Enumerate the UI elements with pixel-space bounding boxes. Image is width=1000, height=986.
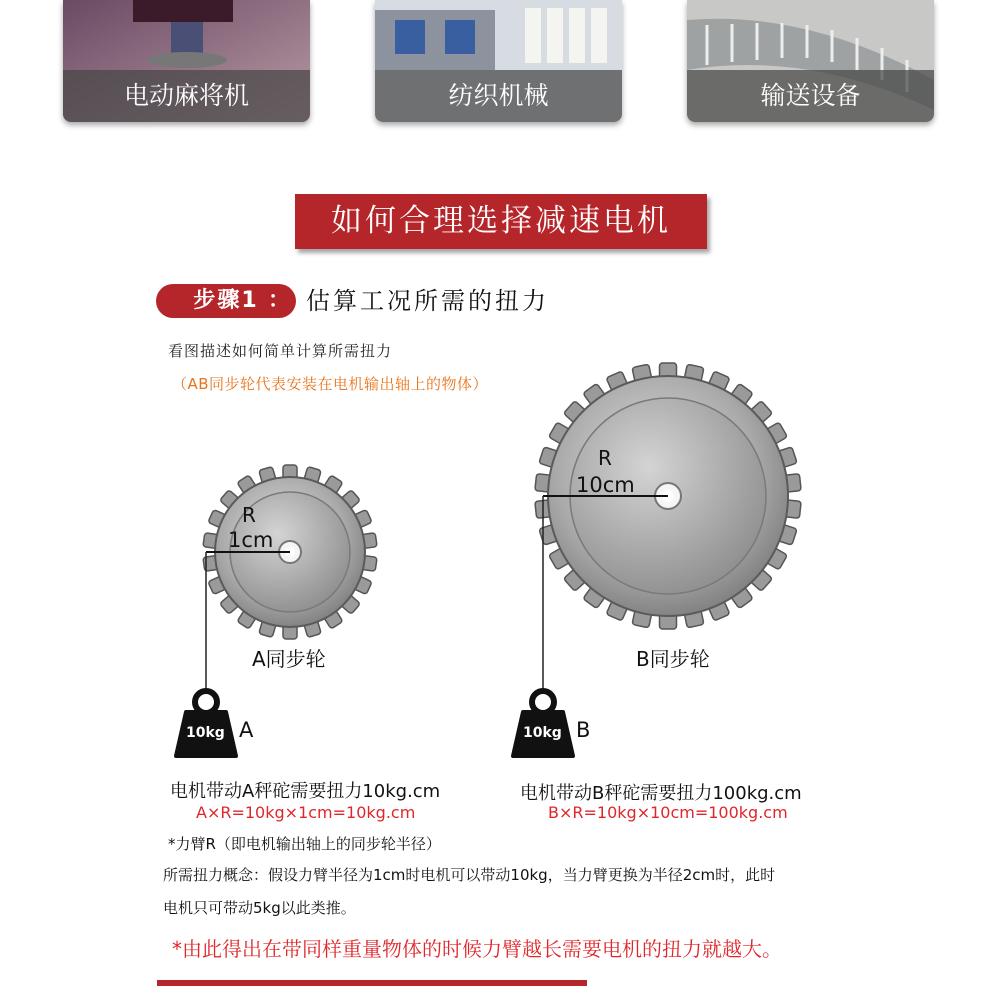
arm-note: *力臂R（即电机输出轴上的同步轮半径） <box>168 835 441 853</box>
conclusion-text: *由此得出在带同样重量物体的时候力臂越长需要电机的扭力就越大。 <box>172 937 782 961</box>
wheel-a-radius-label: R <box>242 503 256 527</box>
step-label: 步骤1 <box>193 288 259 313</box>
weight-b-letter: B <box>576 718 591 742</box>
wheel-a-radius-value: 1cm <box>228 528 274 552</box>
weight-a-label: 10kg <box>186 725 225 741</box>
wheel-b-radius-value: 10cm <box>576 473 635 497</box>
wheel-a-name: A同步轮 <box>252 647 326 671</box>
concept-line-1: 所需扭力概念：假设力臂半径为1cm时电机可以带动10kg，当力臂更换为半径2cm时，此时 <box>163 866 776 884</box>
equation-b: B×R=10kg×10cm=100kg.cm <box>548 803 788 822</box>
step-colon: ： <box>268 288 291 313</box>
note-text: （AB同步轮代表安装在电机输出轴上的物体） <box>172 375 489 393</box>
step-title: 估算工况所需的扭力 <box>306 287 549 315</box>
concept-line-2: 电机只可带动5kg以此类推。 <box>163 899 356 917</box>
bottom-accent-bar <box>157 980 587 986</box>
tile-label: 纺织机械 <box>375 70 622 122</box>
formula-a: 电机带动A秤砣需要扭力10kg.cm <box>170 781 441 802</box>
description-text: 看图描述如何简单计算所需扭力 <box>168 342 393 360</box>
wheel-b-radius-label: R <box>598 446 612 470</box>
tile-label: 电动麻将机 <box>63 70 310 122</box>
weight-b-icon <box>513 691 573 756</box>
weight-a-letter: A <box>239 718 254 742</box>
equation-a: A×R=10kg×1cm=10kg.cm <box>196 803 416 822</box>
section-title: 如何合理选择减速电机 <box>295 194 707 249</box>
weight-b-label: 10kg <box>523 725 562 741</box>
tile-label: 输送设备 <box>687 70 934 122</box>
formula-b: 电机带动B秤砣需要扭力100kg.cm <box>520 783 802 804</box>
wheel-b-name: B同步轮 <box>636 647 710 671</box>
weight-a-icon <box>176 691 236 756</box>
